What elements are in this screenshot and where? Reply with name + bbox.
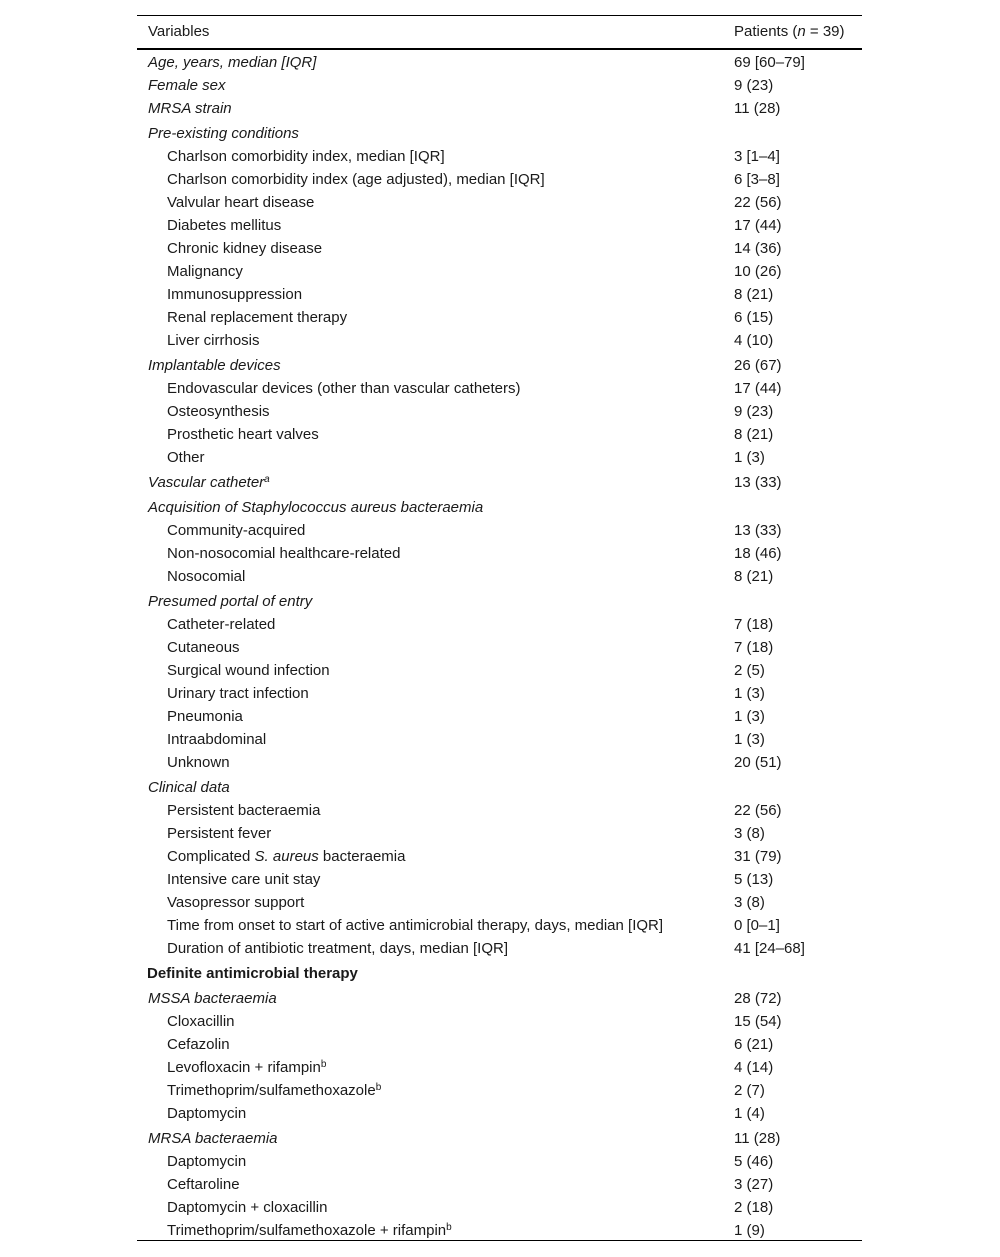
row-value: 17 (44) bbox=[734, 380, 782, 397]
row-label bbox=[167, 191, 314, 214]
table-row bbox=[137, 822, 862, 845]
row-label bbox=[167, 168, 545, 191]
table-row bbox=[137, 237, 862, 260]
row-value: 15 (54) bbox=[734, 1013, 782, 1030]
row-value: 8 (21) bbox=[734, 568, 774, 585]
row-label-text: Osteosynthesis bbox=[167, 403, 270, 420]
row-label-text: Malignancy bbox=[167, 263, 243, 280]
table-row bbox=[137, 659, 862, 682]
table-row bbox=[137, 588, 862, 613]
row-label bbox=[148, 51, 316, 74]
row-label-text: Acquisition of Staphylococcus aureus bacteraemia bbox=[148, 499, 484, 516]
row-label-text: Persistent bacteraemia bbox=[167, 802, 321, 819]
row-value: 20 (51) bbox=[734, 754, 782, 771]
row-label-text: Community-acquired bbox=[167, 522, 306, 539]
row-value: 5 (46) bbox=[734, 1153, 774, 1170]
row-value: 2 (7) bbox=[734, 1082, 765, 1099]
row-label bbox=[167, 937, 508, 960]
table-row bbox=[137, 751, 862, 774]
row-label-text: Non-nosocomial healthcare-related bbox=[167, 545, 401, 562]
row-label-text: Clinical data bbox=[148, 779, 230, 796]
table-row bbox=[137, 74, 862, 97]
row-value: 6 (21) bbox=[734, 1036, 774, 1053]
row-label bbox=[167, 1056, 326, 1079]
row-value: 9 (23) bbox=[734, 77, 774, 94]
header-patients bbox=[734, 16, 845, 48]
row-label-text: Female sex bbox=[148, 77, 226, 94]
footnote-marker: a bbox=[264, 474, 270, 485]
row-label bbox=[167, 423, 319, 446]
row-label bbox=[167, 1173, 240, 1196]
table-row bbox=[137, 446, 862, 469]
table-row bbox=[137, 1150, 862, 1173]
row-value: 14 (36) bbox=[734, 240, 782, 257]
row-label-text: Other bbox=[167, 449, 205, 466]
table-row bbox=[137, 636, 862, 659]
row-value: 3 (8) bbox=[734, 894, 765, 911]
table-row bbox=[137, 1219, 862, 1242]
row-label-text: Liver cirrhosis bbox=[167, 332, 260, 349]
row-label bbox=[147, 960, 358, 987]
row-label bbox=[167, 237, 322, 260]
row-label bbox=[167, 1219, 452, 1242]
table-row bbox=[137, 352, 862, 377]
row-value: 1 (9) bbox=[734, 1222, 765, 1239]
row-label-text: Intraabdominal bbox=[167, 731, 267, 748]
row-label bbox=[148, 352, 281, 379]
table-row bbox=[137, 1173, 862, 1196]
row-value: 5 (13) bbox=[734, 871, 774, 888]
row-label bbox=[167, 705, 243, 728]
row-label bbox=[167, 214, 281, 237]
row-label bbox=[148, 74, 226, 97]
row-label-text: Intensive care unit stay bbox=[167, 871, 321, 888]
row-value: 10 (26) bbox=[734, 263, 782, 280]
row-label-text: Duration of antibiotic treatment, days, median [IQR] bbox=[167, 940, 508, 957]
row-label-text: Presumed portal of entry bbox=[148, 593, 313, 610]
table-row bbox=[137, 191, 862, 214]
row-label-text: Catheter-related bbox=[167, 616, 276, 633]
row-label bbox=[167, 283, 302, 306]
table-body bbox=[137, 51, 862, 1242]
table-row bbox=[137, 145, 862, 168]
row-value: 4 (14) bbox=[734, 1059, 774, 1076]
row-label-text: Surgical wound infection bbox=[167, 662, 330, 679]
row-value: 0 [0–1] bbox=[734, 917, 780, 934]
row-value: 6 [3–8] bbox=[734, 171, 780, 188]
table-row bbox=[137, 283, 862, 306]
row-label-text: Prosthetic heart valves bbox=[167, 426, 319, 443]
row-label-text: Vasopressor support bbox=[167, 894, 305, 911]
row-value: 6 (15) bbox=[734, 309, 774, 326]
table-row bbox=[137, 377, 862, 400]
row-label-text: Trimethoprim/sulfamethoxazole + rifampin bbox=[167, 1222, 447, 1239]
row-label bbox=[167, 636, 240, 659]
table-row bbox=[137, 1056, 862, 1079]
header-patients-prefix: Patients ( bbox=[734, 23, 798, 40]
table-row bbox=[137, 1079, 862, 1102]
header-variables: Variables bbox=[148, 23, 210, 40]
row-value: 3 (8) bbox=[734, 825, 765, 842]
row-label-text: Unknown bbox=[167, 754, 230, 771]
row-value: 13 (33) bbox=[734, 522, 782, 539]
row-label bbox=[167, 682, 309, 705]
row-value: 1 (3) bbox=[734, 449, 765, 466]
row-label bbox=[167, 519, 305, 542]
row-label bbox=[148, 588, 312, 615]
row-label bbox=[167, 542, 400, 565]
table-row bbox=[137, 774, 862, 799]
row-label-text: Daptomycin bbox=[167, 1105, 247, 1122]
table-row bbox=[137, 1196, 862, 1219]
row-value: 11 (28) bbox=[734, 1130, 781, 1147]
row-label bbox=[167, 659, 330, 682]
table-row bbox=[137, 168, 862, 191]
row-label bbox=[167, 260, 243, 283]
table-row bbox=[137, 494, 862, 519]
row-label bbox=[167, 446, 205, 469]
table-row bbox=[137, 423, 862, 446]
row-label bbox=[167, 1196, 327, 1219]
footnote-marker: b bbox=[320, 1059, 327, 1070]
table-row bbox=[137, 985, 862, 1010]
table-row bbox=[137, 51, 862, 74]
table-row bbox=[137, 469, 862, 494]
row-label-text: Endovascular devices (other than vascular catheters) bbox=[167, 380, 521, 397]
row-label-text: Definite antimicrobial therapy bbox=[147, 965, 358, 982]
row-label-text: Charlson comorbidity index (age adjusted), median [IQR] bbox=[167, 171, 545, 188]
table-row bbox=[137, 868, 862, 891]
row-label-text: Cutaneous bbox=[167, 639, 240, 656]
row-label bbox=[167, 613, 275, 636]
row-label-text: Urinary tract infection bbox=[167, 685, 309, 702]
table-row bbox=[137, 260, 862, 283]
table-row bbox=[137, 306, 862, 329]
row-value: 9 (23) bbox=[734, 403, 774, 420]
table-row bbox=[137, 214, 862, 237]
row-label-text: Time from onset to start of active antimicrobial therapy, days, median [IQR] bbox=[167, 917, 664, 934]
row-value: 2 (5) bbox=[734, 662, 765, 679]
row-label-text: Valvular heart disease bbox=[167, 194, 315, 211]
row-label-text: Cloxacillin bbox=[167, 1013, 235, 1030]
row-value: 1 (3) bbox=[734, 685, 765, 702]
row-label-text: Daptomycin + cloxacillin bbox=[167, 1199, 328, 1216]
row-label bbox=[167, 845, 405, 868]
table-row bbox=[137, 891, 862, 914]
row-label-text: MSSA bacteraemia bbox=[148, 990, 277, 1007]
row-label-text: Persistent fever bbox=[167, 825, 272, 842]
row-label-text: Ceftaroline bbox=[167, 1176, 240, 1193]
row-label-text: Levofloxacin + rifampin bbox=[167, 1059, 321, 1076]
row-label bbox=[167, 329, 260, 352]
row-value: 8 (21) bbox=[734, 426, 774, 443]
row-value: 22 (56) bbox=[734, 802, 782, 819]
row-value: 26 (67) bbox=[734, 357, 782, 374]
row-label-text: MRSA bacteraemia bbox=[148, 1130, 278, 1147]
row-label-text: Implantable devices bbox=[148, 357, 281, 374]
row-label-text: Vascular catheter bbox=[148, 474, 265, 491]
table-row bbox=[137, 400, 862, 423]
row-label-text: Pre-existing conditions bbox=[148, 125, 299, 142]
table-row bbox=[137, 1102, 862, 1125]
row-label-text: Nosocomial bbox=[167, 568, 246, 585]
row-value: 7 (18) bbox=[734, 616, 774, 633]
table-row bbox=[137, 799, 862, 822]
row-label-text: Immunosuppression bbox=[167, 286, 303, 303]
table-row bbox=[137, 845, 862, 868]
row-label bbox=[167, 891, 304, 914]
row-label bbox=[167, 565, 245, 588]
row-value: 1 (3) bbox=[734, 708, 765, 725]
patient-characteristics-table bbox=[137, 15, 862, 1242]
row-label bbox=[167, 306, 347, 329]
row-label bbox=[148, 494, 483, 521]
row-label-text: Pneumonia bbox=[167, 708, 243, 725]
row-label bbox=[167, 400, 270, 423]
row-value: 17 (44) bbox=[734, 217, 782, 234]
row-label bbox=[167, 1010, 235, 1033]
row-label bbox=[167, 728, 266, 751]
table-row bbox=[137, 519, 862, 542]
row-value: 2 (18) bbox=[734, 1199, 774, 1216]
row-label bbox=[167, 1079, 381, 1102]
row-label-text: Complicated bbox=[167, 848, 255, 865]
row-label-text: Daptomycin bbox=[167, 1153, 247, 1170]
header-patients-n: n bbox=[797, 23, 806, 40]
row-label bbox=[148, 774, 230, 801]
row-label bbox=[167, 145, 445, 168]
table-row bbox=[137, 1010, 862, 1033]
row-value: 7 (18) bbox=[734, 639, 774, 656]
row-value: 11 (28) bbox=[734, 100, 781, 117]
table-row bbox=[137, 120, 862, 145]
table-row bbox=[137, 960, 862, 985]
table-row bbox=[137, 542, 862, 565]
table-row bbox=[137, 329, 862, 352]
row-value: 13 (33) bbox=[734, 474, 782, 491]
table-row bbox=[137, 705, 862, 728]
table-row bbox=[137, 728, 862, 751]
row-label-text: Diabetes mellitus bbox=[167, 217, 282, 234]
row-value: 4 (10) bbox=[734, 332, 774, 349]
row-label bbox=[167, 1033, 230, 1056]
row-label bbox=[148, 469, 270, 496]
row-value: 41 [24–68] bbox=[734, 940, 805, 957]
row-label bbox=[148, 985, 277, 1012]
row-label bbox=[167, 822, 271, 845]
table-row bbox=[137, 1033, 862, 1056]
row-label bbox=[167, 1102, 246, 1125]
table-row bbox=[137, 914, 862, 937]
row-value: 8 (21) bbox=[734, 286, 774, 303]
table-row bbox=[137, 937, 862, 960]
row-value: 3 (27) bbox=[734, 1176, 774, 1193]
row-value: 28 (72) bbox=[734, 990, 782, 1007]
row-label-text: Age, years, median [IQR] bbox=[148, 54, 317, 71]
row-label-text: MRSA strain bbox=[148, 100, 232, 117]
table-row bbox=[137, 1125, 862, 1150]
table-row bbox=[137, 682, 862, 705]
row-label bbox=[167, 799, 320, 822]
header-patients-suffix: = 39) bbox=[805, 23, 845, 40]
row-label bbox=[167, 914, 663, 937]
table-row bbox=[137, 565, 862, 588]
row-label-text: Charlson comorbidity index, median [IQR] bbox=[167, 148, 445, 165]
row-label-italic: S. aureus bbox=[254, 848, 319, 865]
table-bottom-rule bbox=[137, 1240, 862, 1241]
row-value: 31 (79) bbox=[734, 848, 782, 865]
table-row bbox=[137, 97, 862, 120]
row-label-text: Renal replacement therapy bbox=[167, 309, 348, 326]
row-value: 1 (3) bbox=[734, 731, 765, 748]
row-value: 69 [60–79] bbox=[734, 54, 805, 71]
row-value: 1 (4) bbox=[734, 1105, 765, 1122]
table-header-row bbox=[137, 16, 862, 50]
row-label bbox=[167, 751, 230, 774]
row-value: 3 [1–4] bbox=[734, 148, 780, 165]
row-label bbox=[148, 120, 299, 147]
row-value: 22 (56) bbox=[734, 194, 782, 211]
footnote-marker: b bbox=[375, 1082, 382, 1093]
table-row bbox=[137, 613, 862, 636]
row-label bbox=[148, 97, 232, 120]
footnote-marker: b bbox=[446, 1222, 452, 1233]
row-label bbox=[167, 377, 521, 400]
row-label-text: Chronic kidney disease bbox=[167, 240, 323, 257]
row-value: 18 (46) bbox=[734, 545, 782, 562]
row-label-after: bacteraemia bbox=[318, 848, 406, 865]
row-label bbox=[167, 1150, 246, 1173]
row-label bbox=[167, 868, 320, 891]
row-label-text: Trimethoprim/sulfamethoxazole bbox=[167, 1082, 376, 1099]
row-label bbox=[148, 1125, 278, 1152]
row-label-text: Cefazolin bbox=[167, 1036, 230, 1053]
